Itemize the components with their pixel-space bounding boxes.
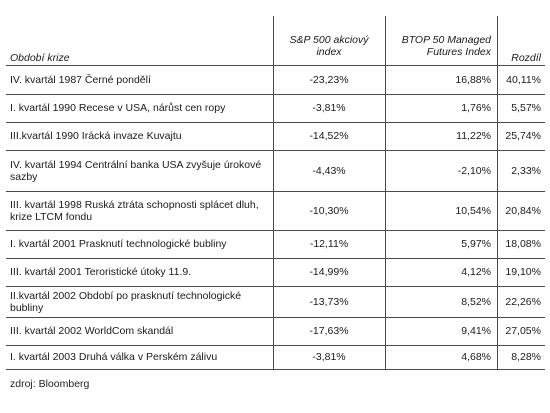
row-sp500-value: -3,81%	[312, 102, 346, 114]
header-btop50-line1: BTOP 50 Managed	[401, 34, 491, 46]
row-sp500-value: -14,52%	[309, 130, 349, 142]
header-btop50	[385, 34, 497, 58]
header-sp500	[273, 34, 385, 58]
row-separator	[6, 345, 545, 346]
row-period-line: krize LTCM fondu	[10, 211, 93, 223]
row-period-line: III. kvartál 1998 Ruská ztráta schopnosti splácet dluh,	[10, 199, 259, 211]
row-period-line: I. kvartál 1990 Recese v USA, nárůst cen ropy	[10, 102, 226, 114]
row-btop50-value: 8,52%	[461, 296, 491, 308]
row-period	[10, 74, 272, 86]
row-period-line: IV. kvartál 1994 Centrální banka USA zvyšuje úrokové	[10, 159, 262, 171]
row-separator	[6, 150, 545, 151]
row-sp500-value: -14,99%	[309, 266, 349, 278]
row-diff-value: 20,84%	[505, 205, 541, 217]
row-period-line: I. kvartál 2001 Prasknutí technologické bubliny	[10, 238, 227, 250]
row-separator	[6, 258, 545, 259]
row-period	[10, 266, 272, 278]
row-sp500-value: -17,63%	[309, 325, 349, 337]
row-sp500-value: -3,81%	[312, 351, 346, 363]
row-diff-value: 40,11%	[506, 74, 541, 86]
row-separator	[6, 122, 545, 123]
row-sp500-value: -4,43%	[312, 165, 346, 177]
row-sp500-value: -12,11%	[309, 238, 349, 250]
row-separator	[6, 369, 545, 370]
row-period	[10, 102, 272, 114]
header-sp500-line2: index	[316, 46, 342, 58]
row-period-line: III.kvartál 1990 Irácká invaze Kuvajtu	[10, 130, 182, 142]
row-period	[10, 130, 272, 142]
row-diff-value: 5,57%	[511, 102, 541, 114]
row-separator	[6, 230, 545, 231]
row-btop50-value: 4,68%	[461, 351, 491, 363]
row-btop50-value: -2,10%	[457, 165, 491, 177]
row-btop50-value: 5,97%	[461, 238, 491, 250]
row-separator	[6, 317, 545, 318]
row-sp500-value: -10,30%	[309, 205, 349, 217]
header-btop50-line2: Futures Index	[426, 46, 491, 58]
row-period	[10, 325, 272, 337]
row-period-line: bubliny	[10, 302, 44, 314]
row-separator	[6, 94, 545, 95]
row-period	[10, 159, 272, 183]
row-period-line: IV. kvartál 1987 Černé pondělí	[10, 74, 151, 86]
row-separator	[6, 286, 545, 287]
row-diff-value: 19,10%	[505, 266, 541, 278]
row-period-line: III. kvartál 2002 WorldCom skandál	[10, 325, 174, 337]
row-period	[10, 238, 272, 250]
row-separator	[6, 65, 545, 66]
row-diff-value: 8,28%	[511, 351, 541, 363]
row-period-line: I. kvartál 2003 Druhá válka v Perském zálivu	[10, 351, 218, 363]
row-period-line: III. kvartál 2001 Teroristické útoky 11.9.	[10, 266, 192, 278]
header-period: Období krize	[10, 52, 70, 64]
row-sp500-value: -13,73%	[309, 296, 349, 308]
row-btop50-value: 16,88%	[455, 74, 491, 86]
row-btop50-value: 4,12%	[461, 266, 491, 278]
row-period-line: sazby	[10, 171, 38, 183]
header-diff: Rozdíl	[511, 52, 541, 64]
row-btop50-value: 11,22%	[456, 130, 491, 142]
header-sp500-line1: S&P 500 akciový	[289, 34, 369, 46]
row-period	[10, 199, 272, 223]
row-period-line: II.kvartál 2002 Období po prasknutí technologické	[10, 290, 242, 302]
row-diff-value: 22,26%	[505, 296, 541, 308]
row-diff-value: 18,08%	[505, 238, 541, 250]
row-btop50-value: 10,54%	[455, 205, 491, 217]
source-note: zdroj: Bloomberg	[10, 378, 90, 390]
row-diff-value: 27,05%	[505, 325, 541, 337]
row-diff-value: 2,33%	[511, 165, 541, 177]
row-separator	[6, 191, 545, 192]
row-btop50-value: 9,41%	[461, 325, 491, 337]
row-diff-value: 25,74%	[505, 130, 541, 142]
row-sp500-value: -23,23%	[309, 74, 349, 86]
row-period	[10, 290, 272, 314]
row-period	[10, 351, 272, 363]
row-btop50-value: 1,76%	[461, 102, 491, 114]
